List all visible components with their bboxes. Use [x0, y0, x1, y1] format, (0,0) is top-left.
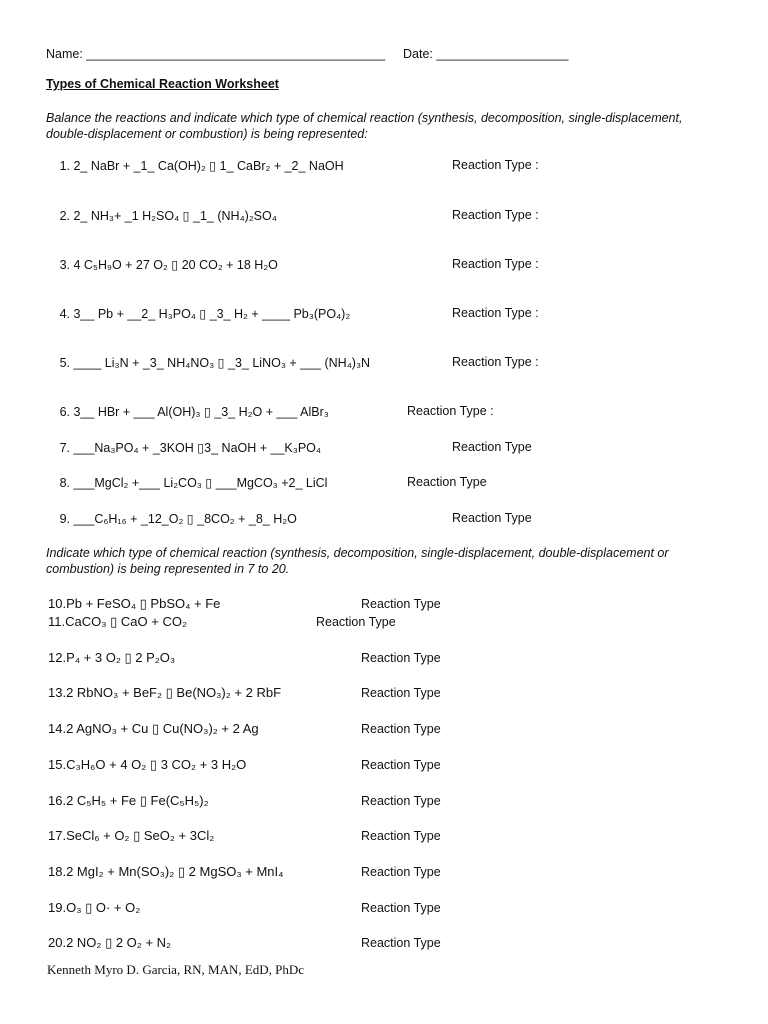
instructions-part2: Indicate which type of chemical reaction (synthesis, decomposition, single-displacement, double-displacement or combustion) is being represented in 7 to 20. — [46, 546, 669, 576]
reaction-type-label: Reaction Type — [361, 936, 441, 950]
reaction-equation: 2_ NaBr + _1_ Ca(OH)₂ ▯ 1_ CaBr₂ + _2_ NaOH — [73, 159, 344, 173]
reaction-equation: 2 C₅H₅ + Fe ▯ Fe(C₅H₅)₂ — [66, 793, 209, 808]
reaction-number: 6. — [59, 405, 70, 419]
reaction-number: 18. — [48, 864, 67, 879]
reaction-type-label: Reaction Type — [316, 615, 396, 629]
reaction-equation: C₃H₆O + 4 O₂ ▯ 3 CO₂ + 3 H₂O — [66, 757, 247, 772]
reaction-number: 3. — [59, 258, 70, 272]
reaction-type-label: Reaction Type : — [407, 404, 494, 418]
reaction-type-label: Reaction Type — [361, 901, 441, 915]
reaction-number: 8. — [59, 476, 70, 490]
reaction-number: 9. — [59, 512, 70, 526]
reaction-number: 16. — [48, 793, 67, 808]
reaction-equation: ___C₆H₁₆ + _12_O₂ ▯ _8CO₂ + _8_ H₂O — [73, 512, 297, 526]
reaction-number: 2. — [59, 209, 70, 223]
reaction-equation: 2 NO₂ ▯ 2 O₂ + N₂ — [66, 935, 172, 950]
reaction-type-label: Reaction Type : — [452, 257, 539, 271]
reaction-number: 7. — [59, 441, 70, 455]
reaction-equation: 2_ NH₃+ _1 H₂SO₄ ▯ _1_ (NH₄)₂SO₄ — [73, 209, 277, 223]
reaction-type-label: Reaction Type — [361, 758, 441, 772]
reaction-number: 20. — [48, 935, 67, 950]
reaction-type-label: Reaction Type : — [452, 208, 539, 222]
reaction-equation: SeCl₆ + O₂ ▯ SeO₂ + 3Cl₂ — [66, 828, 215, 843]
reaction-type-label: Reaction Type — [452, 440, 532, 454]
reaction-equation: 2 AgNO₃ + Cu ▯ Cu(NO₃)₂ + 2 Ag — [66, 721, 259, 736]
reaction-number: 13. — [48, 685, 67, 700]
reaction-number: 12. — [48, 650, 67, 665]
reaction-number: 15. — [48, 757, 67, 772]
instructions-part1: Balance the reactions and indicate which type of chemical reaction (synthesis, decomposition, single-displacement, double-displacement or combustion) is being represented: — [46, 111, 683, 141]
reaction-number: 14. — [48, 721, 67, 736]
reaction-type-label: Reaction Type — [361, 722, 441, 736]
reaction-equation: CaCO₃ ▯ CaO + CO₂ — [65, 614, 187, 629]
reaction-equation: Pb + FeSO₄ ▯ PbSO₄ + Fe — [66, 596, 221, 611]
reaction-number: 5. — [59, 356, 70, 370]
reaction-number: 1. — [59, 159, 70, 173]
reaction-type-label: Reaction Type — [361, 686, 441, 700]
reaction-equation: 4 C₅H₉O + 27 O₂ ▯ 20 CO₂ + 18 H₂O — [73, 258, 278, 272]
reaction-type-label: Reaction Type — [361, 829, 441, 843]
reaction-number: 19. — [48, 900, 67, 915]
reaction-equation: 3__ Pb + __2_ H₃PO₄ ▯ _3_ H₂ + ____ Pb₃(PO₄)₂ — [73, 307, 351, 321]
reaction-equation: O₃ ▯ O· + O₂ — [66, 900, 141, 915]
reaction-type-label: Reaction Type : — [452, 306, 539, 320]
reaction-equation: 2 MgI₂ + Mn(SO₃)₂ ▯ 2 MgSO₃ + MnI₄ — [66, 864, 284, 879]
reaction-type-label: Reaction Type : — [452, 355, 539, 369]
reaction-number: 11. — [48, 614, 66, 629]
reaction-type-label: Reaction Type — [361, 794, 441, 808]
reaction-type-label: Reaction Type : — [452, 158, 539, 172]
reaction-equation: 3__ HBr + ___ Al(OH)₃ ▯ _3_ H₂O + ___ AlBr₃ — [73, 405, 329, 419]
reaction-type-label: Reaction Type — [361, 865, 441, 879]
date-field[interactable]: Date: ___________________ — [403, 47, 569, 61]
reaction-number: 4. — [59, 307, 70, 321]
reaction-equation: 2 RbNO₃ + BeF₂ ▯ Be(NO₃)₂ + 2 RbF — [66, 685, 282, 700]
reaction-type-label: Reaction Type — [407, 475, 487, 489]
name-field[interactable]: Name: ___________________________________________ — [46, 47, 386, 61]
reaction-equation: ____ Li₃N + _3_ NH₄NO₃ ▯ _3_ LiNO₃ + ___ (NH₄)₃N — [73, 356, 371, 370]
reaction-number: 10. — [48, 596, 67, 611]
author-footer: Kenneth Myro D. Garcia, RN, MAN, EdD, PhDc — [47, 962, 305, 977]
reaction-equation: ___Na₃PO₄ + _3KOH ▯3_ NaOH + __K₃PO₄ — [73, 441, 322, 455]
reaction-equation: P₄ + 3 O₂ ▯ 2 P₂O₃ — [66, 650, 176, 665]
reaction-type-label: Reaction Type — [361, 597, 441, 611]
reaction-type-label: Reaction Type — [452, 511, 532, 525]
worksheet-title: Types of Chemical Reaction Worksheet — [46, 77, 279, 91]
reaction-type-label: Reaction Type — [361, 651, 441, 665]
reaction-equation: ___MgCl₂ +___ Li₂CO₃ ▯ ___MgCO₃ +2_ LiCl — [73, 476, 328, 490]
reaction-number: 17. — [48, 828, 67, 843]
